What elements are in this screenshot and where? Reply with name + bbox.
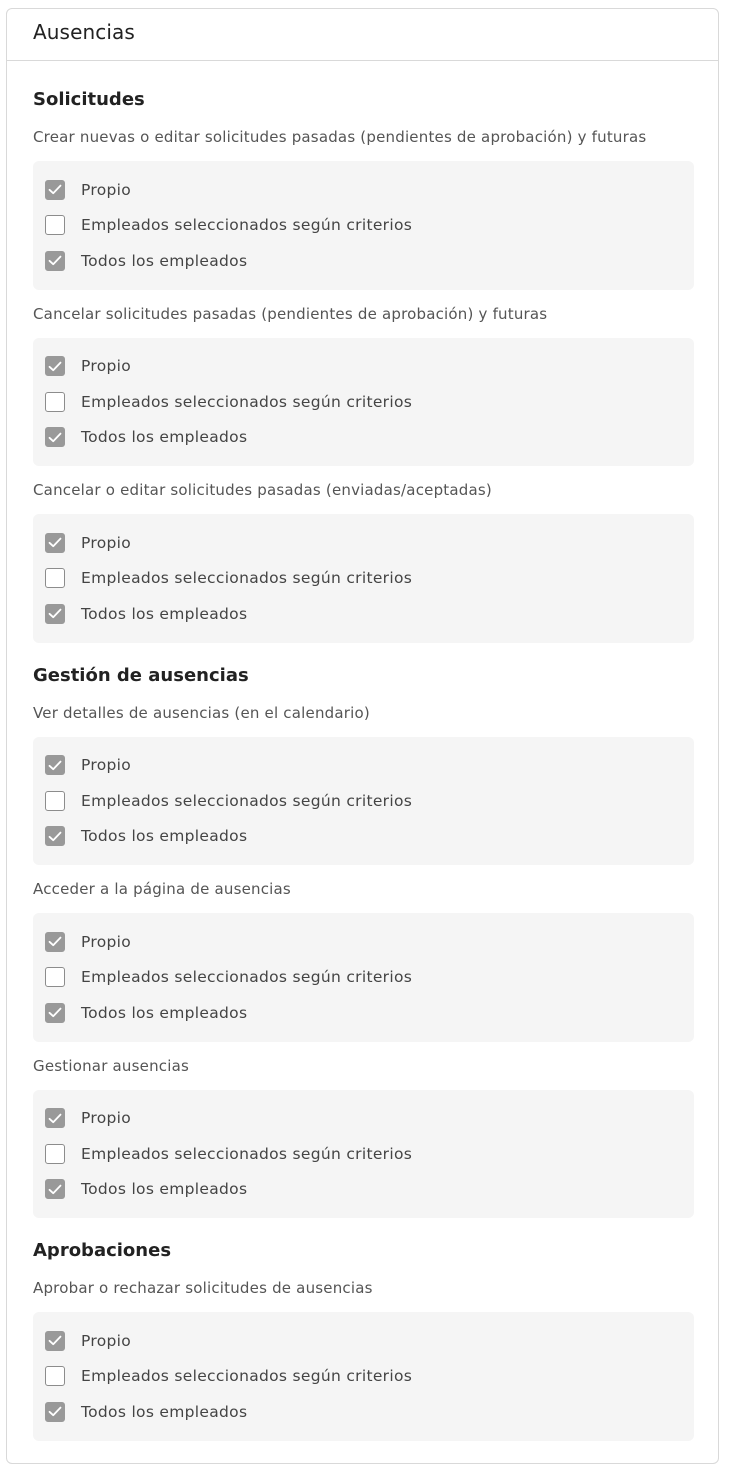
checkbox-checked[interactable]	[45, 180, 65, 200]
permission-option[interactable]	[45, 960, 682, 996]
permission-options-panel	[33, 161, 694, 290]
permission-option[interactable]	[45, 243, 682, 279]
checkmark-icon	[48, 361, 62, 372]
checkbox-unchecked[interactable]	[45, 215, 65, 235]
checkbox-unchecked[interactable]	[45, 967, 65, 987]
permission-section	[33, 87, 693, 643]
permission-option[interactable]	[45, 561, 682, 597]
permission-option[interactable]	[45, 924, 682, 960]
permission-group	[33, 303, 693, 467]
checkbox-checked[interactable]	[45, 1003, 65, 1023]
checkmark-icon	[48, 1007, 62, 1018]
option-label: Todos los empleados	[81, 1402, 248, 1421]
permission-options-panel	[33, 1312, 694, 1441]
checkbox-checked[interactable]	[45, 427, 65, 447]
permission-label: Acceder a la página de ausencias	[33, 880, 291, 898]
checkbox-checked[interactable]	[45, 1108, 65, 1128]
permission-option[interactable]	[45, 596, 682, 632]
option-label: Propio	[81, 357, 132, 376]
option-label: Todos los empleados	[81, 251, 248, 270]
option-label: Propio	[81, 756, 132, 775]
option-label: Todos los empleados	[81, 604, 248, 623]
permission-option[interactable]	[45, 995, 682, 1031]
checkbox-unchecked[interactable]	[45, 1144, 65, 1164]
permission-option[interactable]	[45, 783, 682, 819]
checkbox-checked[interactable]	[45, 604, 65, 624]
option-label: Todos los empleados	[81, 1180, 248, 1199]
permission-group	[33, 1055, 693, 1219]
permission-section	[33, 1238, 693, 1441]
checkbox-checked[interactable]	[45, 1331, 65, 1351]
permission-label: Aprobar o rechazar solicitudes de ausencias	[33, 1279, 373, 1297]
permission-label: Cancelar solicitudes pasadas (pendientes de aprobación) y futuras	[33, 304, 548, 323]
permission-option[interactable]	[45, 1172, 682, 1208]
permission-group	[33, 702, 693, 866]
permission-option[interactable]	[45, 384, 682, 420]
checkbox-checked[interactable]	[45, 1179, 65, 1199]
permission-option[interactable]	[45, 1359, 682, 1395]
checkmark-icon	[48, 255, 62, 266]
permission-options-panel	[33, 514, 694, 643]
checkbox-unchecked[interactable]	[45, 568, 65, 588]
permission-label: Crear nuevas o editar solicitudes pasadas (pendientes de aprobación) y futuras	[33, 128, 647, 146]
permission-option[interactable]	[45, 172, 682, 208]
checkbox-unchecked[interactable]	[45, 392, 65, 412]
option-label: Propio	[81, 180, 132, 199]
checkmark-icon	[48, 1184, 62, 1195]
option-label: Empleados seleccionados según criterios	[81, 1367, 413, 1386]
option-label: Todos los empleados	[81, 428, 248, 447]
option-label: Propio	[81, 533, 132, 552]
permission-group	[33, 878, 693, 1042]
permission-option[interactable]	[45, 1394, 682, 1430]
option-label: Empleados seleccionados según criterios	[81, 216, 413, 235]
permission-option[interactable]	[45, 1101, 682, 1137]
card-title: Ausencias	[7, 9, 718, 61]
checkmark-icon	[48, 760, 62, 771]
checkbox-checked[interactable]	[45, 251, 65, 271]
checkmark-icon	[48, 608, 62, 619]
permission-option[interactable]	[45, 208, 682, 244]
permission-options-panel	[33, 913, 694, 1042]
checkmark-icon	[48, 1335, 62, 1346]
checkmark-icon	[48, 831, 62, 842]
option-label: Todos los empleados	[81, 827, 248, 846]
permission-group	[33, 1277, 693, 1441]
permission-label: Gestionar ausencias	[33, 1056, 189, 1075]
option-label: Propio	[81, 1109, 132, 1128]
checkbox-checked[interactable]	[45, 755, 65, 775]
option-label: Empleados seleccionados según criterios	[81, 791, 413, 810]
option-label: Propio	[81, 932, 132, 951]
permission-label: Ver detalles de ausencias (en el calendario)	[33, 703, 370, 722]
checkmark-icon	[48, 184, 62, 195]
checkbox-checked[interactable]	[45, 533, 65, 553]
permission-group	[33, 126, 693, 290]
option-label: Empleados seleccionados según criterios	[81, 1144, 413, 1163]
checkmark-icon	[48, 1406, 62, 1417]
permission-option[interactable]	[45, 1323, 682, 1359]
permission-option[interactable]	[45, 819, 682, 855]
permission-option[interactable]	[45, 748, 682, 784]
option-label: Empleados seleccionados según criterios	[81, 392, 413, 411]
permission-section	[33, 663, 693, 1219]
permission-group	[33, 479, 693, 643]
checkmark-icon	[48, 432, 62, 443]
ausencias-card	[6, 8, 719, 1464]
permission-option[interactable]	[45, 420, 682, 456]
permission-options-panel	[33, 1090, 694, 1219]
card-body	[7, 61, 718, 1441]
checkmark-icon	[48, 936, 62, 947]
checkbox-unchecked[interactable]	[45, 1366, 65, 1386]
checkbox-unchecked[interactable]	[45, 791, 65, 811]
checkbox-checked[interactable]	[45, 826, 65, 846]
section-title: Solicitudes	[33, 89, 145, 110]
permission-label: Cancelar o editar solicitudes pasadas (enviadas/aceptadas)	[33, 481, 492, 499]
option-label: Empleados seleccionados según criterios	[81, 968, 413, 987]
checkbox-checked[interactable]	[45, 1402, 65, 1422]
permission-option[interactable]	[45, 525, 682, 561]
permission-options-panel	[33, 338, 694, 467]
option-label: Propio	[81, 1331, 132, 1350]
section-title: Gestión de ausencias	[33, 664, 249, 686]
permission-option[interactable]	[45, 1136, 682, 1172]
checkbox-checked[interactable]	[45, 356, 65, 376]
permission-options-panel	[33, 737, 694, 866]
permission-option[interactable]	[45, 349, 682, 385]
option-label: Todos los empleados	[81, 1003, 248, 1022]
checkmark-icon	[48, 1113, 62, 1124]
section-title: Aprobaciones	[33, 1240, 172, 1261]
checkmark-icon	[48, 537, 62, 548]
option-label: Empleados seleccionados según criterios	[81, 569, 413, 588]
checkbox-checked[interactable]	[45, 932, 65, 952]
